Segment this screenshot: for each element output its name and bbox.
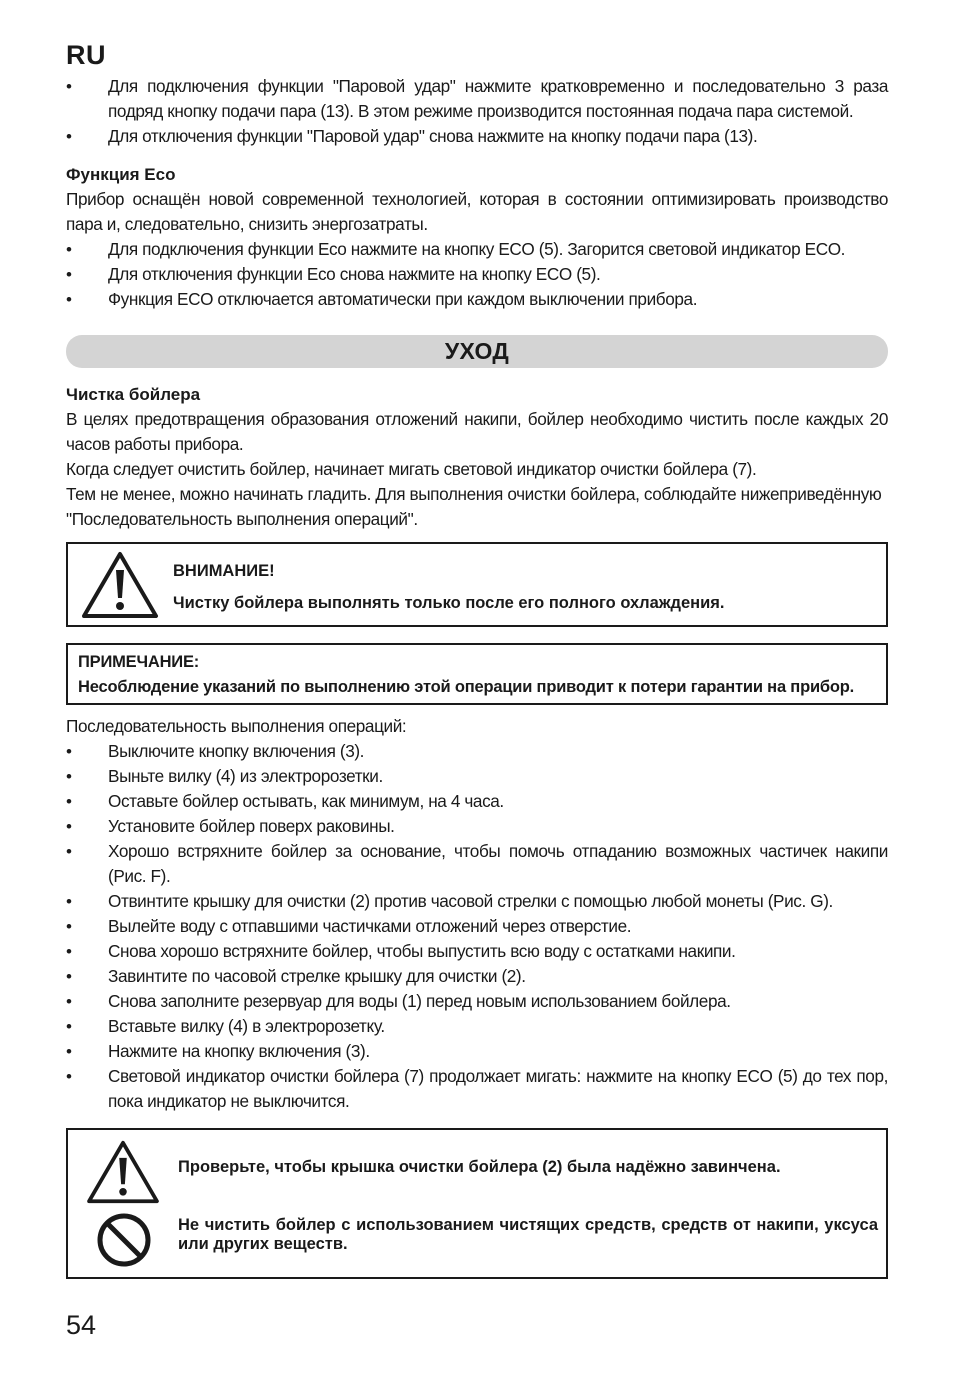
intro-bullet-list <box>66 74 888 149</box>
page-content <box>66 40 888 1279</box>
list-item: • Выньте вилку (4) из электророзетки. <box>66 764 888 789</box>
list-item: • Для отключения функции Eco снова нажмите на кнопку ECO (5). <box>66 262 888 287</box>
language-code: RU <box>66 40 106 70</box>
list-item: • Отвинтите крышку для очистки (2) против часовой стрелки с помощью любой монеты (Рис. G). <box>66 889 888 914</box>
eco-bullet-list <box>66 237 888 312</box>
section-title-bar: УХОД <box>66 335 888 368</box>
list-item: • Световой индикатор очистки бойлера (7) продолжает мигать: нажмите на кнопку ECO (5) до тех пор, пока индикатор не выключится. <box>66 1064 888 1114</box>
warning-triangle-icon <box>85 1139 161 1205</box>
list-item: • Вылейте воду с отпавшими частичками отложений через отверстие. <box>66 914 888 939</box>
eco-description: Прибор оснащён новой современной технологией, которая в состоянии оптимизировать производство пара и, следовательно, снизить энергозатраты. <box>66 189 888 234</box>
warning-title: ВНИМАНИЕ! <box>173 562 275 580</box>
final-warning-text: Проверьте, чтобы крышка очистки бойлера (2) была надёжно завинчена. <box>178 1158 781 1176</box>
warning-triangle-icon <box>80 550 160 620</box>
list-item: • Оставьте бойлер остывать, как минимум, на 4 часа. <box>66 789 888 814</box>
note-title: ПРИМЕЧАНИЕ: <box>78 653 200 671</box>
list-item: • Снова хорошо встряхните бойлер, чтобы выпустить всю воду с остатками накипи. <box>66 939 888 964</box>
cleaning-heading: Чистка бойлера <box>66 385 201 404</box>
warning-text: Чистку бойлера выполнять только после его полного охлаждения. <box>173 594 725 612</box>
cleaning-paragraph: В целях предотвращения образования отложений накипи, бойлер необходимо чистить после каждых 20 часов работы прибора. <box>66 409 888 454</box>
list-item: • Завинтите по часовой стрелке крышку для очистки (2). <box>66 964 888 989</box>
prohibition-icon <box>96 1212 152 1268</box>
final-warning-box <box>66 1128 888 1279</box>
list-item: • Нажмите на кнопку включения (3). <box>66 1039 888 1064</box>
list-item: • Для отключения функции "Паровой удар" снова нажмите на кнопку подачи пара (13). <box>66 124 888 149</box>
list-item: • Выключите кнопку включения (3). <box>66 739 888 764</box>
final-prohibition-text: Не чистить бойлер с использованием чистящих средств, средств от накипи, уксуса или других веществ. <box>178 1216 878 1253</box>
list-item: • Для подключения функции "Паровой удар" нажмите кратковременно и последовательно 3 раза подряд кнопку подачи пара (13). В этом режиме производится постоянная подача пара системой. <box>66 74 888 124</box>
cleaning-paragraph: Когда следует очистить бойлер, начинает мигать световой индикатор очистки бойлера (7). <box>66 459 757 479</box>
warning-box <box>66 542 888 627</box>
list-item: • Для подключения функции Eco нажмите на кнопку ECO (5). Загорится световой индикатор ECO. <box>66 237 888 262</box>
page-number: 54 <box>66 1310 97 1340</box>
list-item: • Снова заполните резервуар для воды (1) перед новым использованием бойлера. <box>66 989 888 1014</box>
cleaning-paragraph: Тем не менее, можно начинать гладить. Для выполнения очистки бойлера, соблюдайте нижеприведённую "Последовательность выполнения операций". <box>66 484 882 529</box>
list-item: • Хорошо встряхните бойлер за основание, чтобы помочь отпаданию возможных частичек накипи (Рис. F). <box>66 839 888 889</box>
note-text: Несоблюдение указаний по выполнению этой операции приводит к потери гарантии на прибор. <box>78 678 855 696</box>
sequence-step-list <box>66 739 888 1114</box>
list-item: • Функция ECO отключается автоматически при каждом выключении прибора. <box>66 287 888 312</box>
list-item: • Вставьте вилку (4) в электророзетку. <box>66 1014 888 1039</box>
sequence-intro: Последовательность выполнения операций: <box>66 716 407 736</box>
note-box <box>66 643 888 705</box>
list-item: • Установите бойлер поверх раковины. <box>66 814 888 839</box>
eco-heading: Функция Eco <box>66 165 176 184</box>
